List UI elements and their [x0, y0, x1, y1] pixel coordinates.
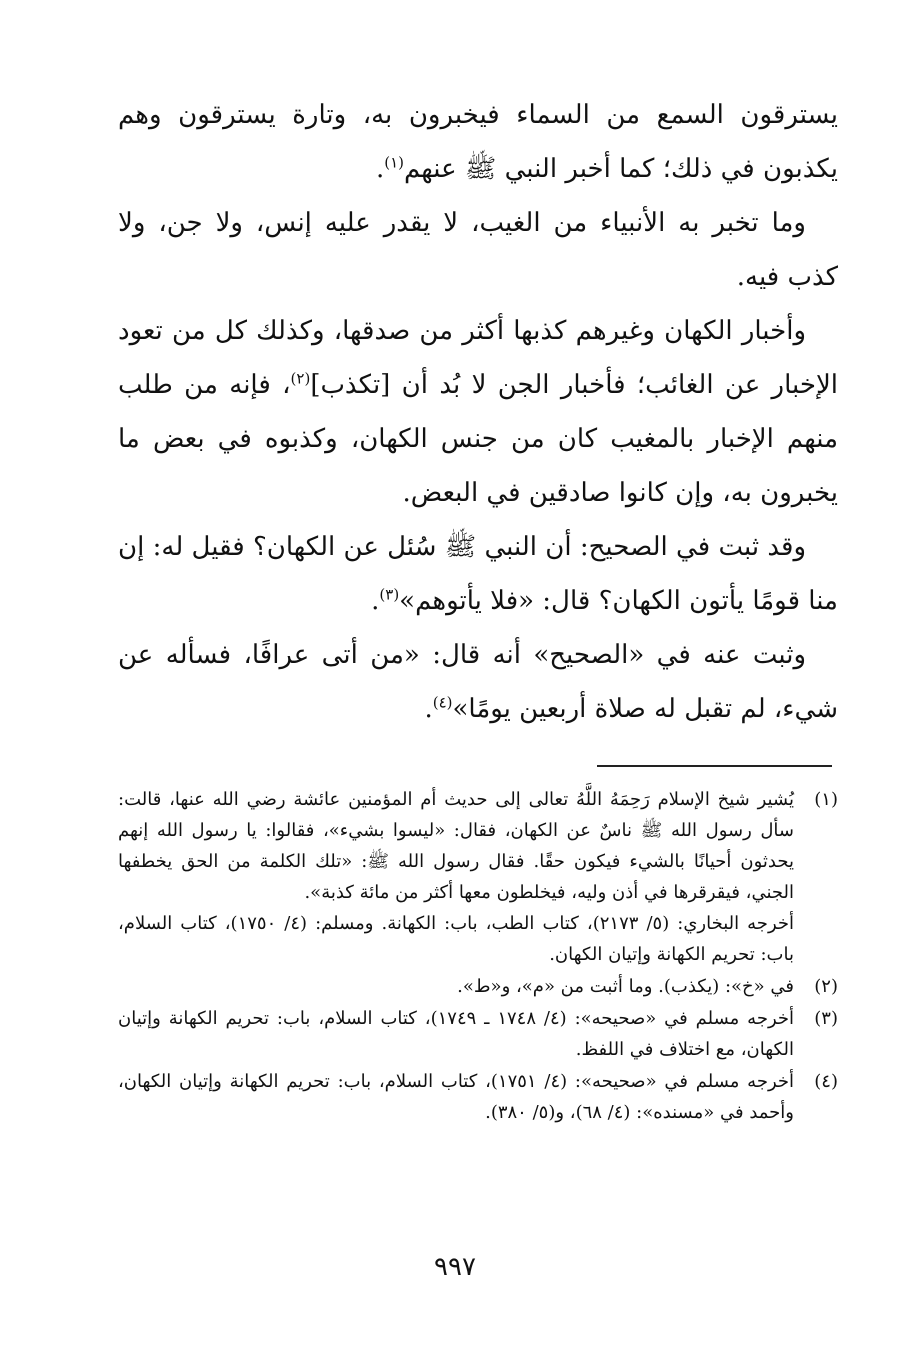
footnote-2 — [118, 971, 838, 1002]
footnote-body — [118, 1066, 794, 1128]
paragraph-4 — [118, 520, 838, 628]
page-number: ٩٩٧ — [434, 1252, 476, 1282]
footnote-number: (٣) — [814, 1008, 838, 1029]
footnote-number: (٤) — [814, 1071, 838, 1092]
paragraph-3 — [118, 304, 838, 520]
footnote-text: أخرجه البخاري: (٥/ ٢١٧٣)، كتاب الطب، باب: الكهانة. ومسلم: (٤/ ١٧٥٠)، كتاب السلام، باب: تحريم الكهانة وإتيان الكهان. — [118, 913, 794, 965]
paragraph-4-tail: . — [371, 586, 380, 616]
footnote-3 — [118, 1003, 838, 1065]
footnote-body — [118, 1003, 794, 1065]
paragraph-2-text: وما تخبر به الأنبياء من الغيب، لا يقدر عليه إنس، ولا جن، ولا كذب فيه. — [118, 208, 838, 292]
footnote-1 — [118, 784, 838, 970]
footnote-body — [118, 971, 794, 1002]
paragraph-2 — [118, 196, 838, 304]
paragraph-1 — [118, 88, 838, 196]
footnote-text: يُشير شيخ الإسلام رَحِمَهُ اللَّهُ تعالى إلى حديث أم المؤمنين عائشة رضي الله عنها، قالت: سأل رسول الله ﷺ ناسٌ عن الكهان، فقال: «ليسوا بشيء»، فقالوا: يا رسول الله إنهم يحدثون أحيانًا بالشيء فيكون حقًا. فقال رسول الله ﷺ: «تلك الكلمة من الحق يخطفها الجني، فيقرقرها في أذن وليه، فيخلطون معها أكثر من مائة كذبة». — [118, 789, 794, 903]
footnote-text: أخرجه مسلم في «صحيحه»: (٤/ ١٧٤٨ ـ ١٧٤٩)، كتاب السلام، باب: تحريم الكهانة وإتيان الكهان، مع اختلاف في اللفظ. — [118, 1008, 795, 1060]
footnote-number: (٢) — [814, 976, 838, 997]
paragraph-1-text: يسترقون السمع من السماء فيخبرون به، وتارة يسترقون وهم يكذبون في ذلك؛ كما أخبر النبي ﷺ عنهم — [118, 100, 838, 184]
footnote-number: (١) — [814, 789, 838, 810]
footnote-body — [118, 784, 794, 970]
footnote-ref-3[interactable]: (٣) — [379, 585, 400, 604]
footnote-ref-1[interactable]: (١) — [384, 153, 404, 172]
footnote-ref-4[interactable]: (٤) — [432, 693, 453, 712]
footnote-text: في «خ»: (يكذب). وما أثبت من «م»، و«ط». — [457, 976, 794, 997]
footnote-divider — [597, 765, 832, 767]
footnote-4 — [118, 1066, 838, 1128]
paragraph-1-tail: . — [375, 154, 385, 184]
footnotes — [118, 784, 838, 1129]
paragraph-3-tail: ، فإنه من طلب منهم الإخبار بالمغيب كان من جنس الكهان، وكذبوه في بعض ما يخبرون به، وإن كانوا صادقين في البعض. — [118, 370, 838, 508]
paragraph-5 — [118, 628, 838, 736]
paragraph-5-tail: . — [424, 694, 433, 724]
paragraph-3-text: وأخبار الكهان وغيرهم كذبها أكثر من صدقها، وكذلك كل من تعود الإخبار عن الغائب؛ فأخبار الجن لا بُد أن [تكذب] — [118, 316, 839, 400]
paragraph-5-text: وثبت عنه في «الصحيح» أنه قال: «من أتى عرافًا، فسأله عن شيء، لم تقبل له صلاة أربعين يومًا» — [118, 640, 838, 724]
paragraph-4-text: وقد ثبت في الصحيح: أن النبي ﷺ سُئل عن الكهان؟ فقيل له: إن منا قومًا يأتون الكهان؟ قال: «فلا يأتوهم» — [118, 532, 838, 616]
footnote-ref-2[interactable]: (٢) — [290, 369, 311, 388]
footnote-text: أخرجه مسلم في «صحيحه»: (٤/ ١٧٥١)، كتاب السلام، باب: تحريم الكهانة وإتيان الكهان، وأحمد في «مسنده»: (٤/ ٦٨)، و(٥/ ٣٨٠). — [118, 1071, 795, 1123]
main-text — [118, 88, 838, 736]
